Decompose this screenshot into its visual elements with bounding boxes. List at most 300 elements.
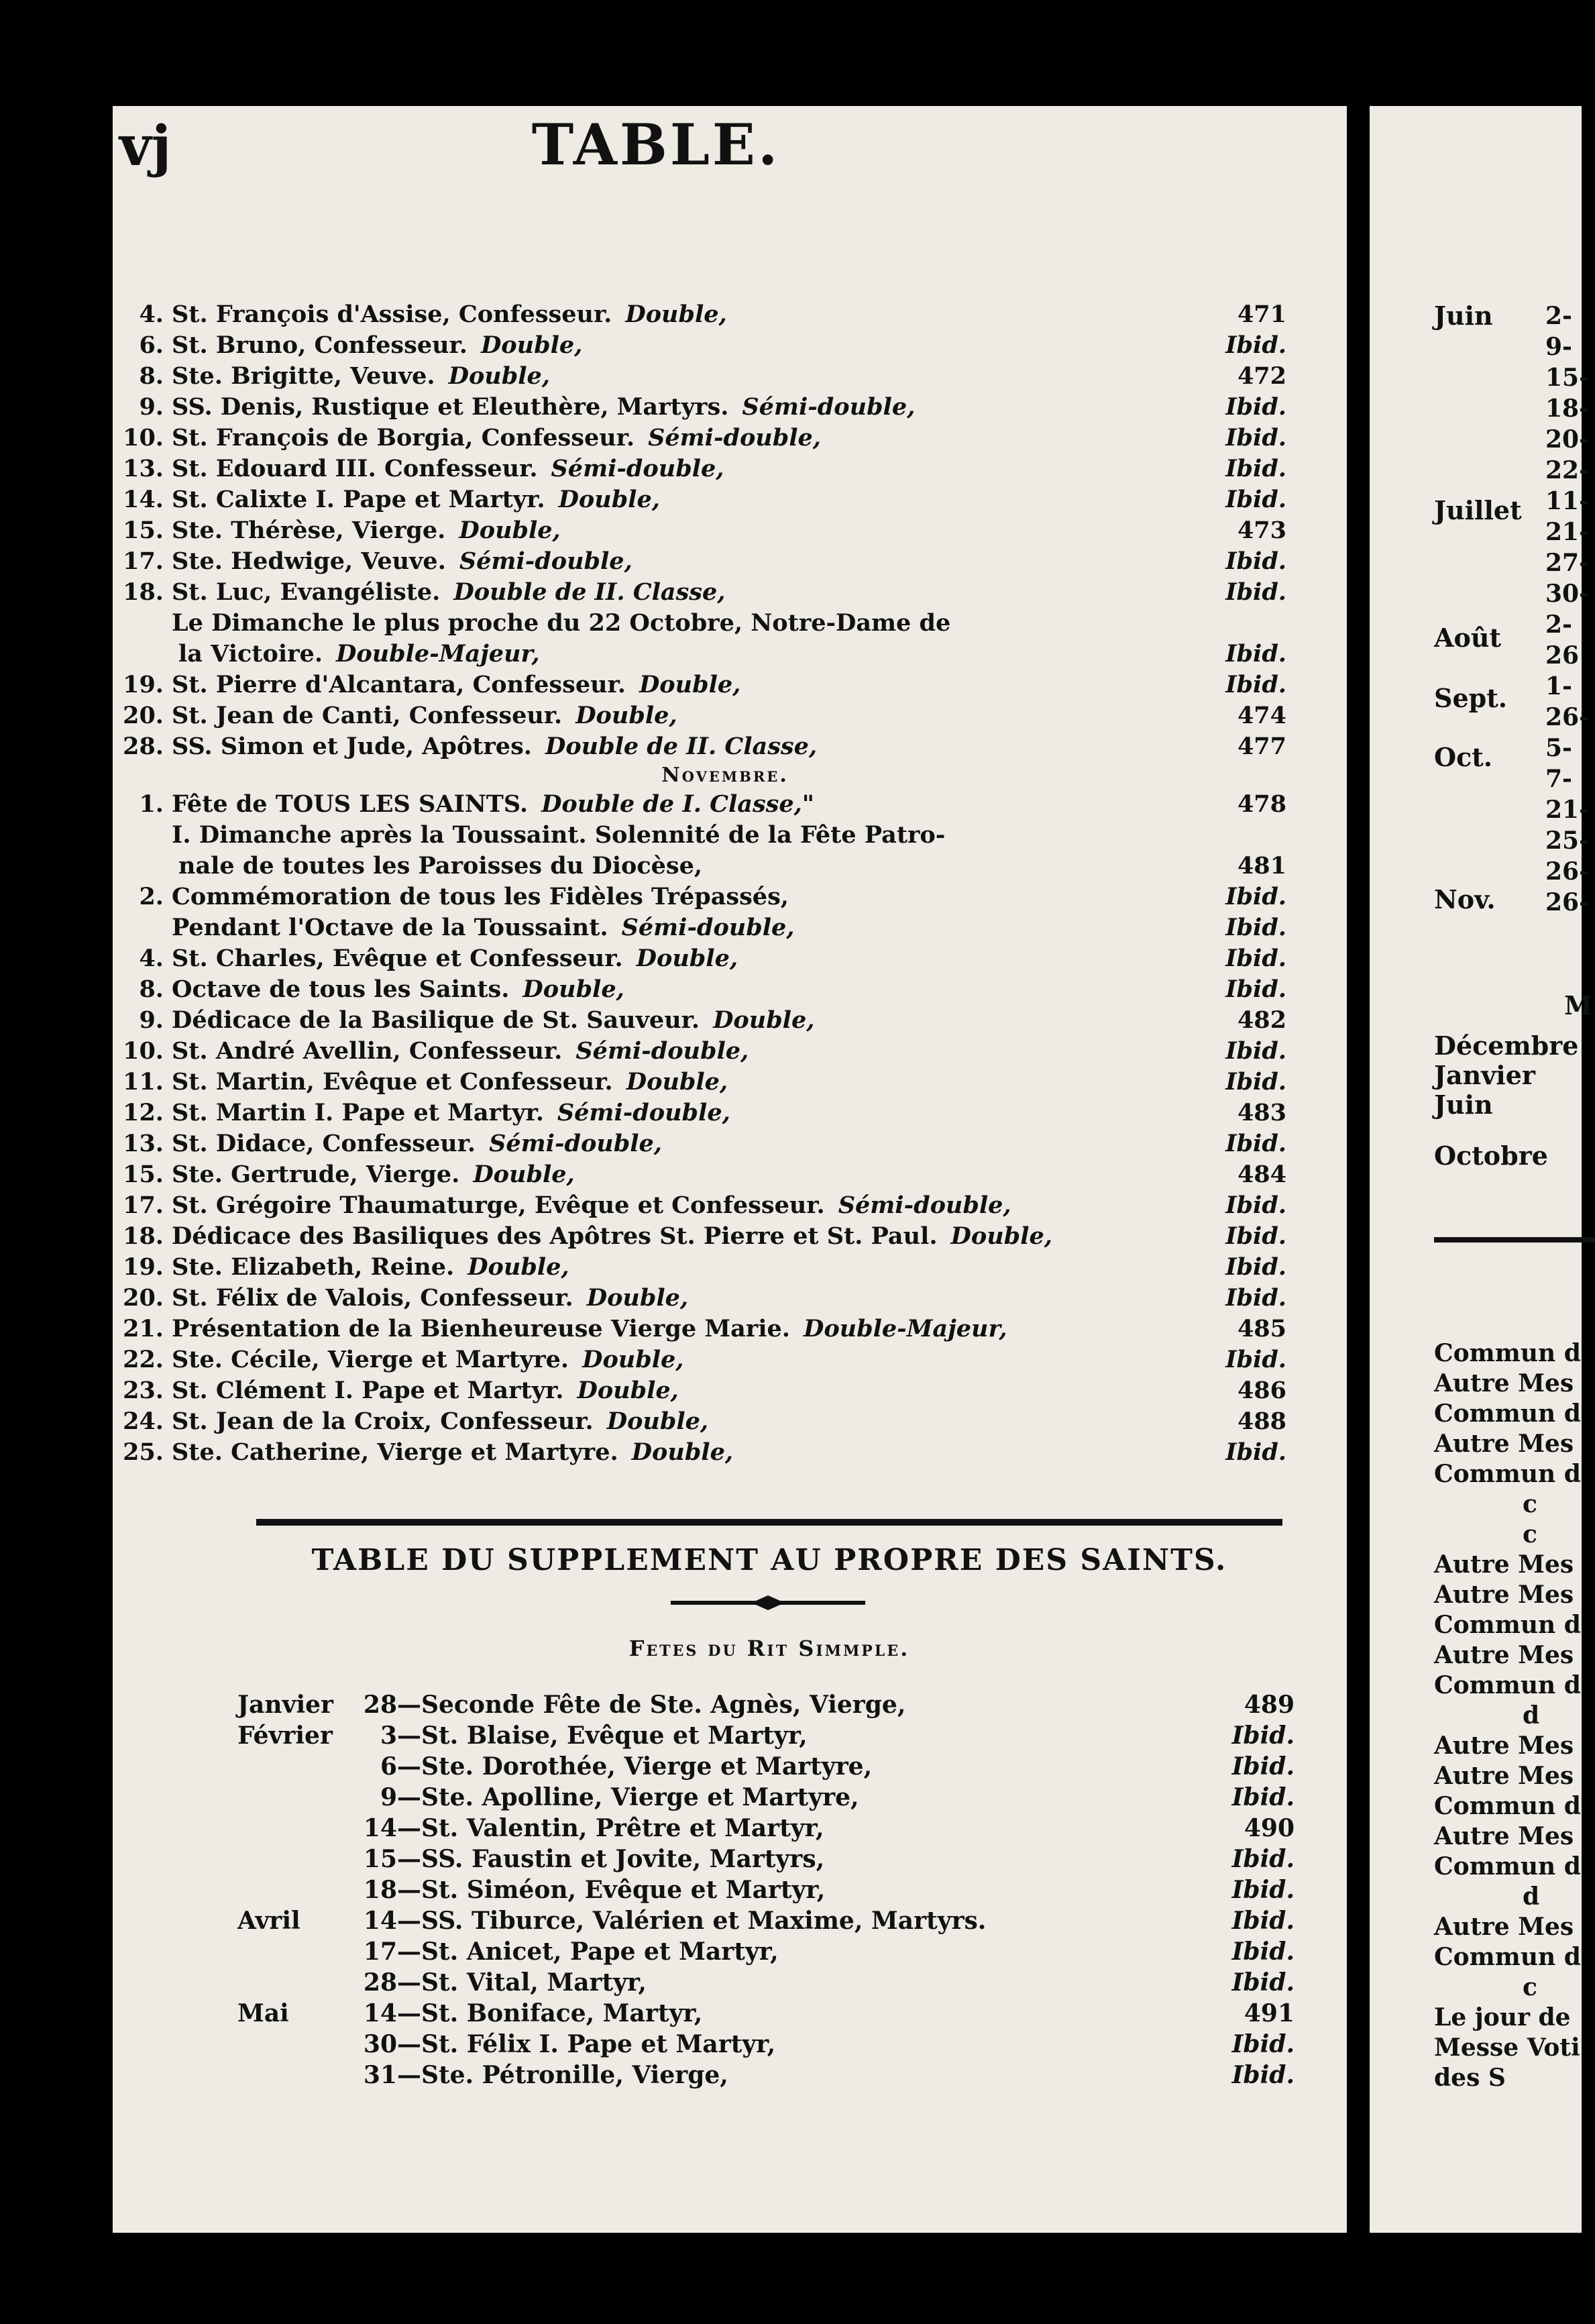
table-row (118, 851, 1292, 882)
index-line: Le jour de (1434, 2003, 1571, 2031)
feast-rank: Sémi-double, (557, 1099, 730, 1126)
page-reference: Ibid. (1225, 945, 1286, 972)
table-row (118, 1344, 1292, 1375)
feast-name: St. Jean de la Croix, Confesseur. (172, 1408, 594, 1435)
feast-name: St. Charles, Evêque et Confesseur. (172, 945, 623, 972)
day-number: 15. (123, 1161, 164, 1188)
feast-rank: Double, (480, 331, 583, 359)
table-row (118, 361, 1292, 392)
day-number: 5- (1545, 734, 1572, 762)
feast-rank: Double, (473, 1161, 575, 1188)
table-row (118, 639, 1292, 670)
feast-name: I. Dimanche après la Toussaint. Solennité de la Fête Patro- (172, 821, 946, 849)
feast-name: St. Félix de Valois, Confesseur. (172, 1284, 573, 1312)
index-line: Autre Mes (1434, 1913, 1574, 1941)
table-row (118, 700, 1292, 731)
day-number: 25- (1545, 827, 1590, 855)
day-number: 19. (123, 1253, 164, 1281)
table-row (118, 546, 1292, 577)
table-row (118, 1375, 1292, 1406)
day-number: 26- (1545, 888, 1590, 916)
day-number: 10. (123, 424, 164, 452)
page-reference: Ibid. (1225, 1037, 1286, 1065)
novembre-list (118, 762, 1292, 1468)
page-title: TABLE. (531, 111, 781, 178)
supplement-row (237, 1936, 1297, 1967)
feast-rank: Double, (626, 1068, 728, 1096)
day-number: 17— (363, 1938, 421, 1966)
day-number: 13. (123, 455, 164, 482)
day-number: 13. (123, 1130, 164, 1157)
feast-rank: Sémi-double, (742, 393, 916, 421)
page-reference: Ibid. (1231, 1783, 1295, 1811)
page-reference: Ibid. (1231, 2030, 1295, 2058)
day-number: 14— (363, 1999, 421, 2027)
feast-rank: Sémi-double, (621, 914, 795, 941)
page-reference: Ibid. (1225, 1438, 1286, 1466)
row-filler (824, 1844, 1201, 1874)
day-number: 1. (139, 790, 164, 818)
index-line: c (1523, 1973, 1537, 2001)
feast-rank: Double, (625, 301, 727, 328)
day-number: 26- (1545, 703, 1590, 731)
index-line: c (1523, 1490, 1537, 1518)
day-number: 26 (1545, 641, 1580, 670)
feast-name: SS. Simon et Jude, Apôtres. (172, 733, 532, 760)
page-reference: Ibid. (1225, 486, 1286, 513)
month-label: Août (1434, 623, 1502, 653)
day-number: 28— (363, 1691, 421, 1719)
month-heading: Novembre. (661, 763, 789, 787)
feast-rank: Double, (558, 486, 660, 513)
feast-name: St. Jean de Canti, Confesseur. (172, 702, 563, 729)
day-number: 26- (1545, 857, 1590, 886)
feast-rank: Double, (522, 975, 624, 1003)
page-reference: Ibid. (1231, 1876, 1295, 1904)
feast-rank: Double, (950, 1222, 1052, 1250)
row-filler (647, 1967, 1201, 1998)
day-number: 10. (123, 1037, 164, 1065)
month-label (237, 1751, 357, 1782)
table-row (118, 330, 1292, 361)
day-number: 24. (123, 1408, 164, 1435)
page-reference: 481 (1237, 852, 1286, 880)
feast-rank: Double, (575, 702, 677, 729)
page-reference: 483 (1237, 1099, 1286, 1126)
table-row (118, 820, 1292, 851)
supplement-row (237, 1998, 1297, 2029)
feast-rank: Sémi-double, (575, 1037, 749, 1065)
index-line: Autre Mes (1434, 1430, 1574, 1458)
supplement-list (237, 1689, 1297, 2091)
page-reference: Ibid. (1225, 975, 1286, 1003)
month-label: Juin (1434, 301, 1493, 331)
day-number: 9- (1545, 333, 1572, 361)
feast-name: Ste. Gertrude, Vierge. (172, 1161, 460, 1188)
day-number: 20- (1545, 425, 1590, 454)
feast-name: Ste. Brigitte, Veuve. (172, 362, 435, 390)
feast-name: Ste. Thérèse, Vierge. (172, 517, 446, 544)
page-reference: Ibid. (1225, 640, 1286, 668)
index-line: d (1523, 1883, 1540, 1911)
day-number: 17. (123, 1192, 164, 1219)
index-line: Commun d (1434, 1339, 1581, 1367)
feast-rank: Double, (631, 1438, 734, 1466)
day-number: 21- (1545, 796, 1590, 824)
day-number: 28. (123, 733, 164, 760)
feast-name: Octave de tous les Saints. (172, 975, 510, 1003)
day-number: 22- (1545, 456, 1590, 484)
index-line: Commun d (1434, 1671, 1581, 1699)
page-reference: 478 (1237, 790, 1286, 818)
page-reference: Ibid. (1225, 1192, 1286, 1219)
feast-name: Dédicace de la Basilique de St. Sauveur. (172, 1006, 700, 1034)
heading-letter: M (1564, 990, 1593, 1020)
table-row (118, 912, 1292, 943)
table-row (118, 1159, 1292, 1190)
feast-rank: Double-Majeur, (336, 640, 540, 668)
page-reference: Ibid. (1225, 671, 1286, 698)
table-row (118, 1406, 1292, 1437)
day-number: 17. (123, 547, 164, 575)
row-filler (986, 1905, 1201, 1936)
day-number: 2. (139, 883, 164, 910)
day-number: 3— (380, 1722, 421, 1750)
day-number: 31— (363, 2061, 421, 2089)
feast-name: Ste. Hedwige, Veuve. (172, 547, 446, 575)
feast-rank: Double, (639, 671, 741, 698)
table-row (118, 1314, 1292, 1344)
page-reference: 490 (1244, 1814, 1295, 1842)
feast-name: St. Calixte I. Pape et Martyr. (172, 486, 545, 513)
row-filler (779, 1936, 1201, 1967)
table-row (118, 1098, 1292, 1128)
row-filler (728, 2060, 1201, 2091)
row-filler (702, 1998, 1201, 2029)
day-number: 14— (363, 1907, 421, 1935)
supplement-row (237, 1967, 1297, 1998)
day-number: 6. (139, 331, 164, 359)
index-line: Autre Mes (1434, 1732, 1574, 1760)
day-number: 12. (123, 1099, 164, 1126)
page-reference: Ibid. (1225, 1222, 1286, 1250)
index-line: Autre Mes (1434, 1822, 1574, 1850)
supplement-row (237, 1905, 1297, 1936)
row-filler (808, 1720, 1201, 1751)
month-label (237, 2060, 357, 2091)
feast-rank: Double, (468, 1253, 569, 1281)
page-reference: Ibid. (1231, 1907, 1295, 1935)
day-number: 2- (1545, 302, 1572, 330)
day-number: 9— (380, 1783, 421, 1811)
page-reference: Ibid. (1225, 1253, 1286, 1281)
page-reference: Ibid. (1231, 1752, 1295, 1781)
feast-name: St. Félix I. Pape et Martyr, (421, 2030, 776, 2058)
index-line: Commun d (1434, 1611, 1581, 1639)
month-label: Sept. (1434, 683, 1507, 713)
month-label: Janvier (237, 1691, 333, 1719)
day-number: 20. (123, 702, 164, 729)
feast-name: Ste. Cécile, Vierge et Martyre. (172, 1346, 569, 1373)
feast-name: St. Edouard III. Confesseur. (172, 455, 538, 482)
page-reference: 473 (1237, 517, 1286, 544)
day-number: 23. (123, 1377, 164, 1404)
feast-name: Ste. Elizabeth, Reine. (172, 1253, 455, 1281)
page-reference: Ibid. (1231, 1722, 1295, 1750)
day-number: 28— (363, 1968, 421, 1997)
page-reference: Ibid. (1225, 424, 1286, 452)
feast-rank: Double, (606, 1408, 709, 1435)
day-number: 1- (1545, 672, 1572, 700)
day-number: 18. (123, 578, 164, 606)
feast-rank: Double, (577, 1377, 679, 1404)
page-reference: 484 (1237, 1161, 1286, 1188)
feast-name: Fête de TOUS LES SAINTS. (172, 790, 529, 818)
table-row (118, 1252, 1292, 1283)
feast-name: St. Didace, Confesseur. (172, 1130, 476, 1157)
page-reference: 474 (1237, 702, 1286, 729)
table-row (118, 731, 1292, 762)
day-number: 15— (363, 1845, 421, 1873)
feast-name: St. Anicet, Pape et Martyr, (421, 1938, 779, 1966)
page-reference: Ibid. (1225, 914, 1286, 941)
table-row (118, 670, 1292, 700)
table-row (118, 1221, 1292, 1252)
day-number: 21- (1545, 518, 1590, 546)
table-row (118, 515, 1292, 546)
month-label: Octobre (1434, 1141, 1548, 1171)
feast-name: Dédicace des Basiliques des Apôtres St. Pierre et St. Paul. (172, 1222, 938, 1250)
table-row (118, 577, 1292, 608)
day-number: 15- (1545, 364, 1590, 392)
day-number: 4. (139, 301, 164, 328)
table-row (118, 454, 1292, 484)
feast-name: Ste. Catherine, Vierge et Martyre. (172, 1438, 618, 1466)
month-label: Juillet (1434, 495, 1522, 525)
table-row (118, 1067, 1292, 1098)
day-number: 11- (1545, 487, 1590, 515)
table-row (118, 1005, 1292, 1036)
table-row (118, 392, 1292, 423)
day-number: 15. (123, 517, 164, 544)
supplement-row (237, 2060, 1297, 2091)
month-label: Mai (237, 1999, 289, 2027)
page-number: vj (119, 114, 172, 178)
day-number: 14. (123, 486, 164, 513)
feast-name: Ste. Apolline, Vierge et Martyre, (421, 1783, 859, 1811)
supplement-row (237, 1689, 1297, 1720)
month-label (237, 1874, 357, 1905)
feast-name: St. François de Borgia, Confesseur. (172, 424, 635, 452)
day-number: 11. (123, 1068, 164, 1096)
day-number: 19. (123, 671, 164, 698)
index-line: Commun d (1434, 1943, 1581, 1971)
month-label (237, 1844, 357, 1874)
feast-name: St. Valentin, Prêtre et Martyr, (421, 1814, 824, 1842)
feast-name: Commémoration de tous les Fidèles Trépassés, (172, 883, 789, 910)
feast-name: Pendant l'Octave de la Toussaint. (172, 914, 608, 941)
table-row (118, 423, 1292, 454)
month-label (237, 2029, 357, 2060)
index-line: Commun d (1434, 1792, 1581, 1820)
day-number: 8. (139, 975, 164, 1003)
day-number: 18- (1545, 394, 1590, 423)
row-filler (905, 1689, 1201, 1720)
feast-name: St. Grégoire Thaumaturge, Evêque et Confesseur. (172, 1192, 825, 1219)
day-number: 25. (123, 1438, 164, 1466)
table-row (118, 1283, 1292, 1314)
month-label: Juin (1434, 1090, 1493, 1120)
page-reference: Ibid. (1225, 1068, 1286, 1096)
table-row (118, 1437, 1292, 1468)
day-number: 9. (139, 1006, 164, 1034)
table-row (118, 943, 1292, 974)
feast-name: St. Luc, Evangéliste. (172, 578, 441, 606)
page-reference: Ibid. (1225, 1346, 1286, 1373)
month-label (237, 1813, 357, 1844)
feast-rank: Double, (586, 1284, 689, 1312)
feast-rank: Sémi-double, (489, 1130, 662, 1157)
supplement-subtitle: Fetes du Rit Simmple. (628, 1636, 910, 1661)
index-line: Autre Mes (1434, 1641, 1574, 1669)
index-line: Autre Mes (1434, 1581, 1574, 1609)
row-filler (824, 1813, 1201, 1844)
table-row (118, 789, 1292, 820)
page-reference: Ibid. (1231, 1938, 1295, 1966)
table-row (118, 974, 1292, 1005)
page-reference: Ibid. (1231, 2061, 1295, 2089)
supplement-row (237, 1813, 1297, 1844)
day-number: 2- (1545, 611, 1572, 639)
page-reference: 471 (1237, 301, 1286, 328)
month-label (237, 1936, 357, 1967)
day-number: 7- (1545, 765, 1572, 793)
row-filler (859, 1782, 1201, 1813)
page-reference: 488 (1237, 1408, 1286, 1435)
month-label: Décembre (1434, 1031, 1579, 1061)
month-label (237, 1967, 357, 1998)
feast-name: St. André Avellin, Confesseur. (172, 1037, 563, 1065)
page-reference: Ibid. (1225, 1284, 1286, 1312)
page-reference: 489 (1244, 1691, 1295, 1719)
supplement-row (237, 1874, 1297, 1905)
supplement-row (237, 1720, 1297, 1751)
feast-rank: Sémi-double, (551, 455, 724, 482)
feast-name: SS. Tiburce, Valérien et Maxime, Martyrs. (421, 1907, 987, 1935)
day-number: 4. (139, 945, 164, 972)
index-line: Autre Mes (1434, 1550, 1574, 1579)
supplement-row (237, 1751, 1297, 1782)
page-gutter (1347, 0, 1370, 2324)
index-line: Commun d (1434, 1852, 1581, 1881)
index-line: Commun d (1434, 1460, 1581, 1488)
feast-rank: Double, (636, 945, 738, 972)
page-reference: Ibid. (1231, 1968, 1295, 1997)
feast-name: St. Pierre d'Alcantara, Confesseur. (172, 671, 626, 698)
feast-name: St. Martin I. Pape et Martyr. (172, 1099, 544, 1126)
day-number: 18— (363, 1876, 421, 1904)
index-line: Commun d (1434, 1399, 1581, 1428)
section-rule (1434, 1237, 1595, 1243)
month-label: Février (237, 1722, 333, 1750)
feast-name: St. Boniface, Martyr, (421, 1999, 703, 2027)
feast-name: St. Vital, Martyr, (421, 1968, 647, 1997)
feast-rank: Sémi-double, (459, 547, 632, 575)
feast-name: St. Blaise, Evêque et Martyr, (421, 1722, 808, 1750)
feast-rank: Double, (713, 1006, 815, 1034)
feast-name: St. François d'Assise, Confesseur. (172, 301, 612, 328)
supplement-row (237, 1782, 1297, 1813)
row-filler (872, 1751, 1201, 1782)
feast-rank: Double de I. Classe," (541, 790, 815, 818)
feast-name: SS. Denis, Rustique et Eleuthère, Martyrs. (172, 393, 729, 421)
page-reference: 472 (1237, 362, 1286, 390)
feast-name: la Victoire. (178, 640, 323, 668)
day-number: 8. (139, 362, 164, 390)
table-row (118, 608, 1292, 639)
feast-rank: Double, (448, 362, 550, 390)
feast-name: nale de toutes les Paroisses du Diocèse, (178, 852, 703, 880)
supplement-row (237, 1844, 1297, 1874)
table-row (118, 484, 1292, 515)
month-label: Avril (237, 1907, 300, 1935)
page-reference: 491 (1244, 1999, 1295, 2027)
feast-name: SS. Faustin et Jovite, Martyrs, (421, 1845, 825, 1873)
index-line: c (1523, 1520, 1537, 1548)
table-row (118, 1036, 1292, 1067)
ornament-divider (671, 1595, 865, 1610)
feast-name: Ste. Dorothée, Vierge et Martyre, (421, 1752, 873, 1781)
day-number: 22. (123, 1346, 164, 1373)
day-number: 30— (363, 2030, 421, 2058)
day-number: 18. (123, 1222, 164, 1250)
month-label: Oct. (1434, 742, 1493, 772)
page-reference: 477 (1237, 733, 1286, 760)
feast-rank: Double, (582, 1346, 684, 1373)
day-number: 20. (123, 1284, 164, 1312)
row-filler (775, 2029, 1201, 2060)
feast-name: Présentation de la Bienheureuse Vierge Marie. (172, 1315, 790, 1342)
supplement-title: TABLE DU SUPPLEMENT AU PROPRE DES SAINTS. (311, 1543, 1227, 1577)
month-label: Janvier (1434, 1060, 1535, 1090)
index-line: des S (1434, 2064, 1506, 2092)
page-header (119, 105, 1193, 185)
page-reference: Ibid. (1225, 883, 1286, 910)
day-number: 14— (363, 1814, 421, 1842)
feast-name: St. Siméon, Evêque et Martyr, (421, 1876, 826, 1904)
day-number: 9. (139, 393, 164, 421)
index-line: Autre Mes (1434, 1762, 1574, 1790)
page-reference: Ibid. (1231, 1845, 1295, 1873)
day-number: 30- (1545, 580, 1590, 608)
page-reference: Ibid. (1225, 331, 1286, 359)
page-reference: Ibid. (1225, 393, 1286, 421)
feast-name: St. Martin, Evêque et Confesseur. (172, 1068, 613, 1096)
day-number: 27- (1545, 549, 1590, 577)
day-number: 6— (380, 1752, 421, 1781)
page-reference: Ibid. (1225, 1130, 1286, 1157)
feast-rank: Double, (459, 517, 561, 544)
page-reference: 486 (1237, 1377, 1286, 1404)
supplement-row (237, 2029, 1297, 2060)
feast-rank: Sémi-double, (838, 1192, 1011, 1219)
page-reference: Ibid. (1225, 455, 1286, 482)
table-row (118, 882, 1292, 912)
octobre-list (118, 299, 1292, 762)
index-line: d (1523, 1701, 1540, 1730)
feast-name: Seconde Fête de Ste. Agnès, Vierge, (421, 1691, 906, 1719)
table-row (118, 1190, 1292, 1221)
